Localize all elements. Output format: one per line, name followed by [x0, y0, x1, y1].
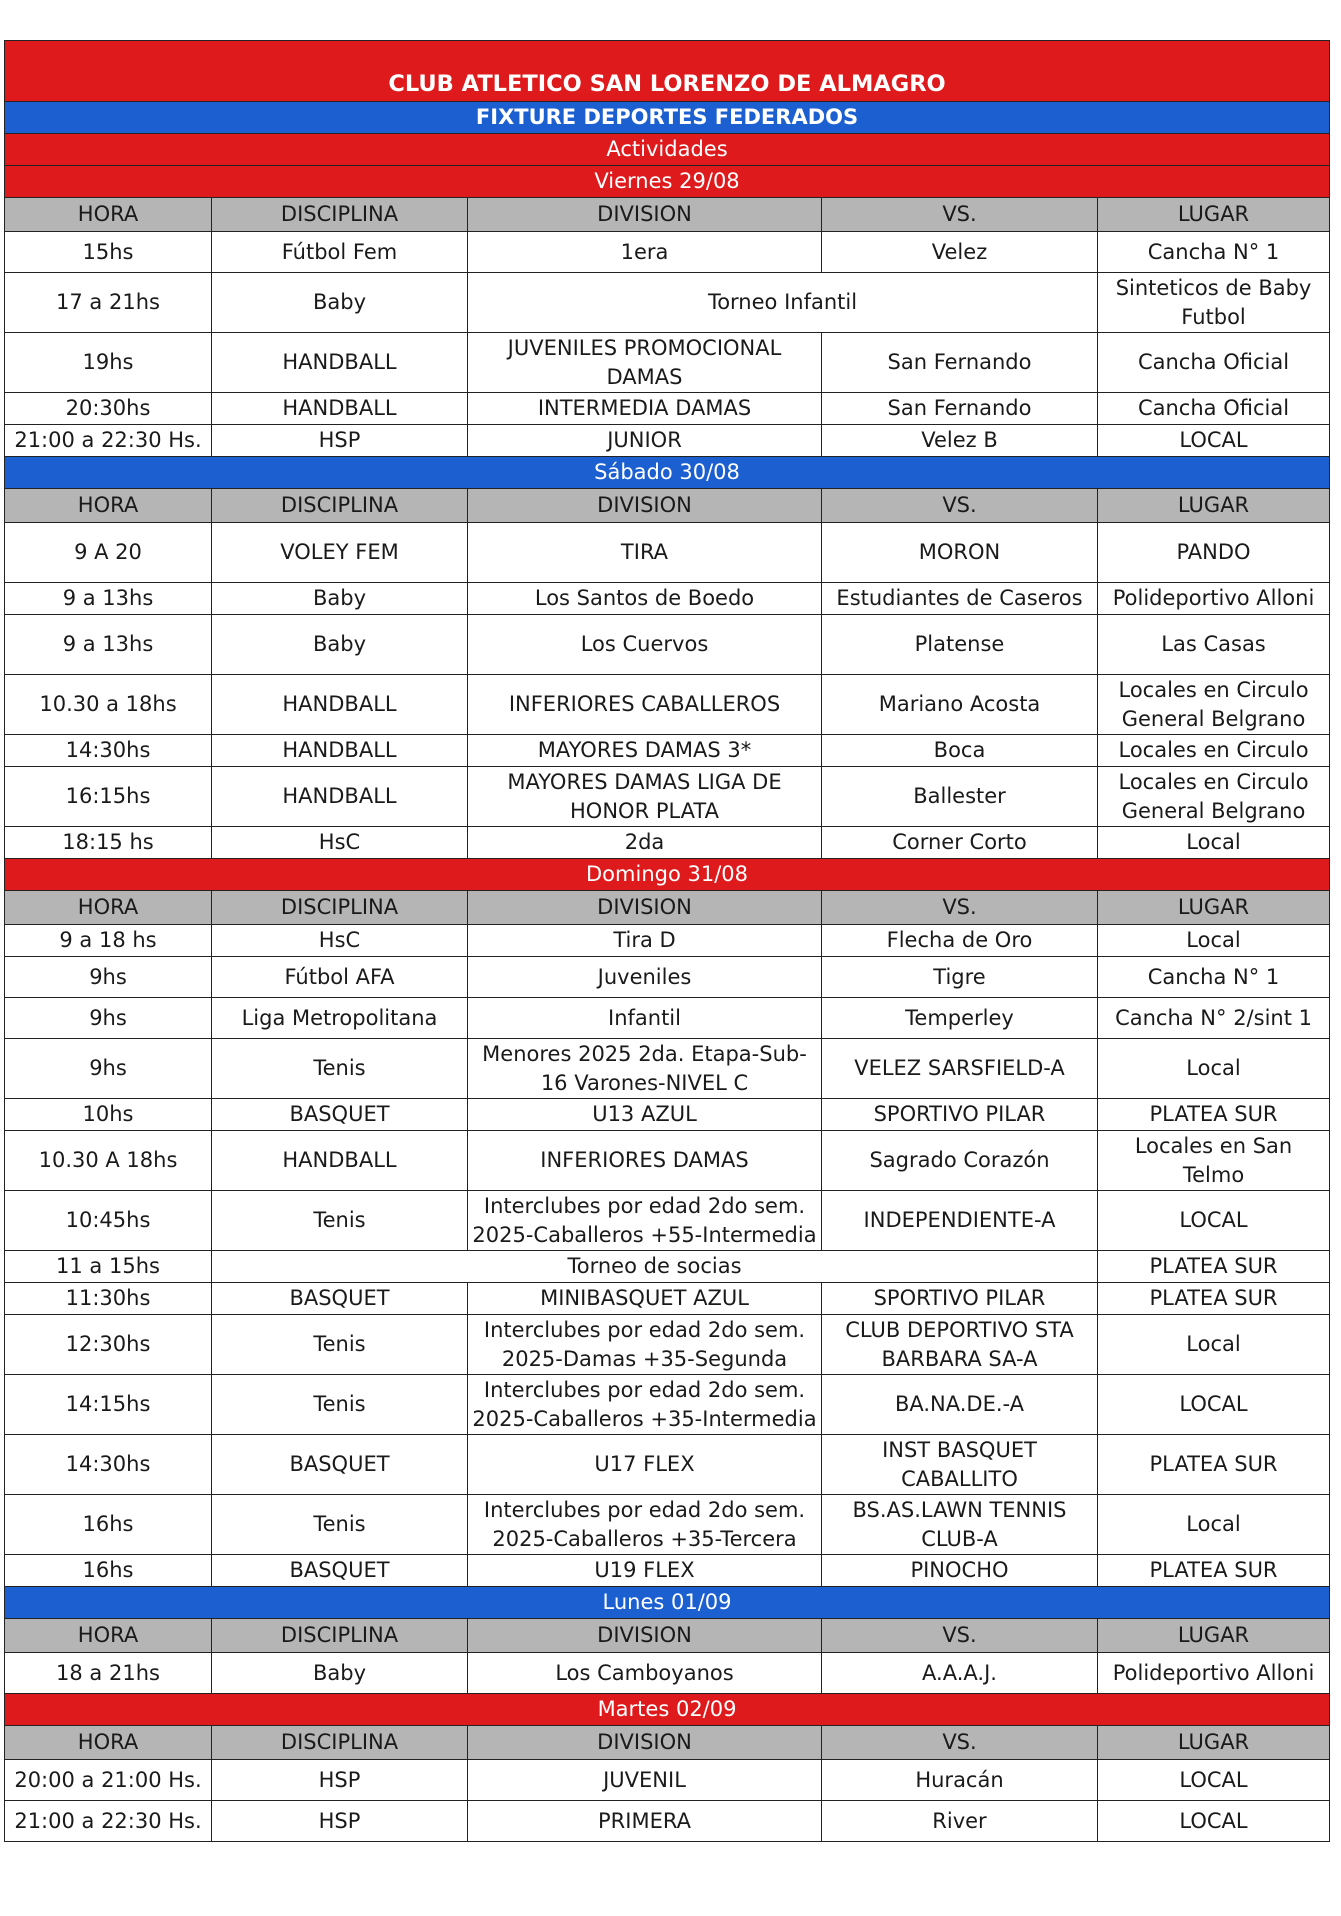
hora-cell: 20:00 a 21:00 Hs.	[5, 1760, 212, 1801]
lugar-cell: Local	[1098, 1039, 1330, 1099]
division-cell: U19 FLEX	[468, 1555, 822, 1587]
hora-cell: 21:00 a 22:30 Hs.	[5, 425, 212, 457]
column-header-division: DIVISION	[468, 1619, 822, 1653]
division-cell: Interclubes por edad 2do sem. 2025-Caballeros +35-Tercera	[468, 1495, 822, 1555]
lugar-cell: LOCAL	[1098, 1801, 1330, 1842]
lugar-cell: PLATEA SUR	[1098, 1435, 1330, 1495]
vs-cell: Mariano Acosta	[822, 675, 1098, 735]
lugar-cell: Las Casas	[1098, 615, 1330, 675]
hora-cell: 9hs	[5, 1039, 212, 1099]
disciplina-cell: Tenis	[212, 1191, 468, 1251]
vs-cell: Velez B	[822, 425, 1098, 457]
table-row	[5, 675, 1330, 735]
vs-cell: River	[822, 1801, 1098, 1842]
disciplina-cell: BASQUET	[212, 1099, 468, 1131]
division-cell: MINIBASQUET AZUL	[468, 1283, 822, 1315]
hora-cell: 10.30 a 18hs	[5, 675, 212, 735]
division-cell: Los Santos de Boedo	[468, 583, 822, 615]
hora-cell: 9hs	[5, 998, 212, 1039]
table-row	[5, 1760, 1330, 1801]
hora-cell: 16hs	[5, 1495, 212, 1555]
column-header-disciplina: DISCIPLINA	[212, 1726, 468, 1760]
disciplina-cell: HANDBALL	[212, 1131, 468, 1191]
fixture-table	[4, 40, 1330, 1842]
hora-cell: 21:00 a 22:30 Hs.	[5, 1801, 212, 1842]
division-cell: Los Cuervos	[468, 615, 822, 675]
hora-cell: 9 a 13hs	[5, 583, 212, 615]
column-header-vs: VS.	[822, 1726, 1098, 1760]
division-cell: Juveniles	[468, 957, 822, 998]
disciplina-cell: Fútbol AFA	[212, 957, 468, 998]
hora-cell: 9hs	[5, 957, 212, 998]
division-cell: TIRA	[468, 523, 822, 583]
division-cell: JUVENILES PROMOCIONAL DAMAS	[468, 333, 822, 393]
column-header-disciplina: DISCIPLINA	[212, 891, 468, 925]
hora-cell: 14:30hs	[5, 735, 212, 767]
disciplina-cell: HANDBALL	[212, 333, 468, 393]
column-header-hora: HORA	[5, 1726, 212, 1760]
table-row	[5, 767, 1330, 827]
lugar-cell: PLATEA SUR	[1098, 1251, 1330, 1283]
column-header-lugar: LUGAR	[1098, 891, 1330, 925]
vs-cell: Corner Corto	[822, 827, 1098, 859]
disciplina-cell: VOLEY FEM	[212, 523, 468, 583]
vs-cell: Ballester	[822, 767, 1098, 827]
division-cell: Menores 2025 2da. Etapa-Sub-16 Varones-NIVEL C	[468, 1039, 822, 1099]
lugar-cell: Cancha Oficial	[1098, 393, 1330, 425]
table-row	[5, 1251, 1330, 1283]
club-title: CLUB ATLETICO SAN LORENZO DE ALMAGRO	[5, 41, 1330, 102]
disciplina-cell: HANDBALL	[212, 675, 468, 735]
division-cell: MAYORES DAMAS 3*	[468, 735, 822, 767]
table-row	[5, 273, 1330, 333]
column-header-hora: HORA	[5, 489, 212, 523]
vs-cell: San Fernando	[822, 333, 1098, 393]
disciplina-cell: Baby	[212, 1653, 468, 1694]
table-row	[5, 1131, 1330, 1191]
column-header-vs: VS.	[822, 198, 1098, 232]
column-header-lugar: LUGAR	[1098, 1726, 1330, 1760]
table-row	[5, 393, 1330, 425]
division-cell: Torneo Infantil	[468, 273, 1098, 333]
disciplina-cell: Tenis	[212, 1495, 468, 1555]
lugar-cell: Polideportivo Alloni	[1098, 1653, 1330, 1694]
vs-cell: Flecha de Oro	[822, 925, 1098, 957]
vs-cell: MORON	[822, 523, 1098, 583]
table-row	[5, 1315, 1330, 1375]
disciplina-cell: BASQUET	[212, 1283, 468, 1315]
table-row	[5, 615, 1330, 675]
disciplina-cell: HANDBALL	[212, 767, 468, 827]
lugar-cell: Locales en San Telmo	[1098, 1131, 1330, 1191]
division-cell: MAYORES DAMAS LIGA DE HONOR PLATA	[468, 767, 822, 827]
hora-cell: 9 a 18 hs	[5, 925, 212, 957]
hora-cell: 14:30hs	[5, 1435, 212, 1495]
hora-cell: 12:30hs	[5, 1315, 212, 1375]
division-cell: JUVENIL	[468, 1760, 822, 1801]
hora-cell: 10.30 A 18hs	[5, 1131, 212, 1191]
day-header: Lunes 01/09	[5, 1587, 1330, 1619]
disciplina-cell: BASQUET	[212, 1435, 468, 1495]
table-row	[5, 957, 1330, 998]
table-row	[5, 1191, 1330, 1251]
vs-cell: SPORTIVO PILAR	[822, 1099, 1098, 1131]
disciplina-cell: HANDBALL	[212, 735, 468, 767]
lugar-cell: Polideportivo Alloni	[1098, 583, 1330, 615]
lugar-cell: Local	[1098, 827, 1330, 859]
table-row	[5, 1435, 1330, 1495]
vs-cell: INST BASQUET CABALLITO	[822, 1435, 1098, 1495]
division-cell: PRIMERA	[468, 1801, 822, 1842]
division-cell: Torneo de socias	[212, 1251, 1098, 1283]
division-cell: INFERIORES CABALLEROS	[468, 675, 822, 735]
lugar-cell: Cancha Oficial	[1098, 333, 1330, 393]
division-cell: Interclubes por edad 2do sem. 2025-Caballeros +35-Intermedia	[468, 1375, 822, 1435]
hora-cell: 11 a 15hs	[5, 1251, 212, 1283]
column-header-lugar: LUGAR	[1098, 489, 1330, 523]
table-row	[5, 583, 1330, 615]
vs-cell: San Fernando	[822, 393, 1098, 425]
hora-cell: 15hs	[5, 232, 212, 273]
vs-cell: Sagrado Corazón	[822, 1131, 1098, 1191]
table-row	[5, 333, 1330, 393]
disciplina-cell: HANDBALL	[212, 393, 468, 425]
section-label: Actividades	[5, 134, 1330, 166]
hora-cell: 20:30hs	[5, 393, 212, 425]
column-header-division: DIVISION	[468, 1726, 822, 1760]
disciplina-cell: Baby	[212, 615, 468, 675]
table-row	[5, 1801, 1330, 1842]
disciplina-cell: HsC	[212, 827, 468, 859]
division-cell: U13 AZUL	[468, 1099, 822, 1131]
lugar-cell: PLATEA SUR	[1098, 1283, 1330, 1315]
day-header: Martes 02/09	[5, 1694, 1330, 1726]
vs-cell: Platense	[822, 615, 1098, 675]
division-cell: Interclubes por edad 2do sem. 2025-Damas +35-Segunda	[468, 1315, 822, 1375]
disciplina-cell: HSP	[212, 425, 468, 457]
hora-cell: 14:15hs	[5, 1375, 212, 1435]
disciplina-cell: Tenis	[212, 1039, 468, 1099]
table-row	[5, 1099, 1330, 1131]
table-row	[5, 1653, 1330, 1694]
lugar-cell: Local	[1098, 1315, 1330, 1375]
day-header: Sábado 30/08	[5, 457, 1330, 489]
vs-cell: Boca	[822, 735, 1098, 767]
vs-cell: Huracán	[822, 1760, 1098, 1801]
hora-cell: 9 a 13hs	[5, 615, 212, 675]
vs-cell: Temperley	[822, 998, 1098, 1039]
hora-cell: 10hs	[5, 1099, 212, 1131]
division-cell: INFERIORES DAMAS	[468, 1131, 822, 1191]
table-row	[5, 925, 1330, 957]
table-row	[5, 523, 1330, 583]
table-row	[5, 1039, 1330, 1099]
day-header: Viernes 29/08	[5, 166, 1330, 198]
day-header: Domingo 31/08	[5, 859, 1330, 891]
lugar-cell: LOCAL	[1098, 1191, 1330, 1251]
table-row	[5, 1375, 1330, 1435]
vs-cell: CLUB DEPORTIVO STA BARBARA SA-A	[822, 1315, 1098, 1375]
column-header-row	[5, 1726, 1330, 1760]
disciplina-cell: Tenis	[212, 1315, 468, 1375]
vs-cell: BS.AS.LAWN TENNIS CLUB-A	[822, 1495, 1098, 1555]
table-row	[5, 232, 1330, 273]
table-row	[5, 998, 1330, 1039]
hora-cell: 10:45hs	[5, 1191, 212, 1251]
column-header-hora: HORA	[5, 891, 212, 925]
column-header-lugar: LUGAR	[1098, 198, 1330, 232]
division-cell: Tira D	[468, 925, 822, 957]
column-header-row	[5, 198, 1330, 232]
disciplina-cell: HsC	[212, 925, 468, 957]
column-header-disciplina: DISCIPLINA	[212, 489, 468, 523]
column-header-vs: VS.	[822, 1619, 1098, 1653]
column-header-disciplina: DISCIPLINA	[212, 1619, 468, 1653]
lugar-cell: PLATEA SUR	[1098, 1555, 1330, 1587]
column-header-division: DIVISION	[468, 489, 822, 523]
lugar-cell: Cancha N° 1	[1098, 957, 1330, 998]
lugar-cell: Local	[1098, 1495, 1330, 1555]
lugar-cell: Cancha N° 1	[1098, 232, 1330, 273]
table-row	[5, 1495, 1330, 1555]
lugar-cell: Locales en Circulo General Belgrano	[1098, 675, 1330, 735]
table-row	[5, 827, 1330, 859]
lugar-cell: Local	[1098, 925, 1330, 957]
disciplina-cell: Liga Metropolitana	[212, 998, 468, 1039]
vs-cell: Tigre	[822, 957, 1098, 998]
vs-cell: BA.NA.DE.-A	[822, 1375, 1098, 1435]
lugar-cell: PANDO	[1098, 523, 1330, 583]
disciplina-cell: Baby	[212, 273, 468, 333]
hora-cell: 11:30hs	[5, 1283, 212, 1315]
column-header-lugar: LUGAR	[1098, 1619, 1330, 1653]
hora-cell: 16hs	[5, 1555, 212, 1587]
division-cell: Los Camboyanos	[468, 1653, 822, 1694]
column-header-disciplina: DISCIPLINA	[212, 198, 468, 232]
column-header-vs: VS.	[822, 489, 1098, 523]
hora-cell: 18 a 21hs	[5, 1653, 212, 1694]
column-header-hora: HORA	[5, 198, 212, 232]
lugar-cell: Sinteticos de Baby Futbol	[1098, 273, 1330, 333]
division-cell: INTERMEDIA DAMAS	[468, 393, 822, 425]
lugar-cell: Locales en Circulo General Belgrano	[1098, 767, 1330, 827]
vs-cell: VELEZ SARSFIELD-A	[822, 1039, 1098, 1099]
disciplina-cell: BASQUET	[212, 1555, 468, 1587]
division-cell: 1era	[468, 232, 822, 273]
disciplina-cell: Baby	[212, 583, 468, 615]
disciplina-cell: HSP	[212, 1760, 468, 1801]
column-header-hora: HORA	[5, 1619, 212, 1653]
vs-cell: SPORTIVO PILAR	[822, 1283, 1098, 1315]
lugar-cell: LOCAL	[1098, 425, 1330, 457]
division-cell: 2da	[468, 827, 822, 859]
lugar-cell: LOCAL	[1098, 1375, 1330, 1435]
table-row	[5, 1555, 1330, 1587]
disciplina-cell: Fútbol Fem	[212, 232, 468, 273]
hora-cell: 9 A 20	[5, 523, 212, 583]
vs-cell: INDEPENDIENTE-A	[822, 1191, 1098, 1251]
fixture-sheet	[4, 40, 1329, 1842]
column-header-vs: VS.	[822, 891, 1098, 925]
division-cell: Interclubes por edad 2do sem. 2025-Caballeros +55-Intermedia	[468, 1191, 822, 1251]
column-header-row	[5, 1619, 1330, 1653]
fixture-subtitle: FIXTURE DEPORTES FEDERADOS	[5, 102, 1330, 134]
column-header-row	[5, 891, 1330, 925]
column-header-row	[5, 489, 1330, 523]
column-header-division: DIVISION	[468, 891, 822, 925]
lugar-cell: PLATEA SUR	[1098, 1099, 1330, 1131]
vs-cell: PINOCHO	[822, 1555, 1098, 1587]
table-row	[5, 425, 1330, 457]
division-cell: Infantil	[468, 998, 822, 1039]
lugar-cell: Cancha N° 2/sint 1	[1098, 998, 1330, 1039]
hora-cell: 16:15hs	[5, 767, 212, 827]
column-header-division: DIVISION	[468, 198, 822, 232]
hora-cell: 19hs	[5, 333, 212, 393]
lugar-cell: Locales en Circulo	[1098, 735, 1330, 767]
hora-cell: 17 a 21hs	[5, 273, 212, 333]
vs-cell: Velez	[822, 232, 1098, 273]
vs-cell: A.A.A.J.	[822, 1653, 1098, 1694]
vs-cell: Estudiantes de Caseros	[822, 583, 1098, 615]
division-cell: U17 FLEX	[468, 1435, 822, 1495]
disciplina-cell: HSP	[212, 1801, 468, 1842]
disciplina-cell: Tenis	[212, 1375, 468, 1435]
division-cell: JUNIOR	[468, 425, 822, 457]
lugar-cell: LOCAL	[1098, 1760, 1330, 1801]
table-row	[5, 1283, 1330, 1315]
hora-cell: 18:15 hs	[5, 827, 212, 859]
table-row	[5, 735, 1330, 767]
